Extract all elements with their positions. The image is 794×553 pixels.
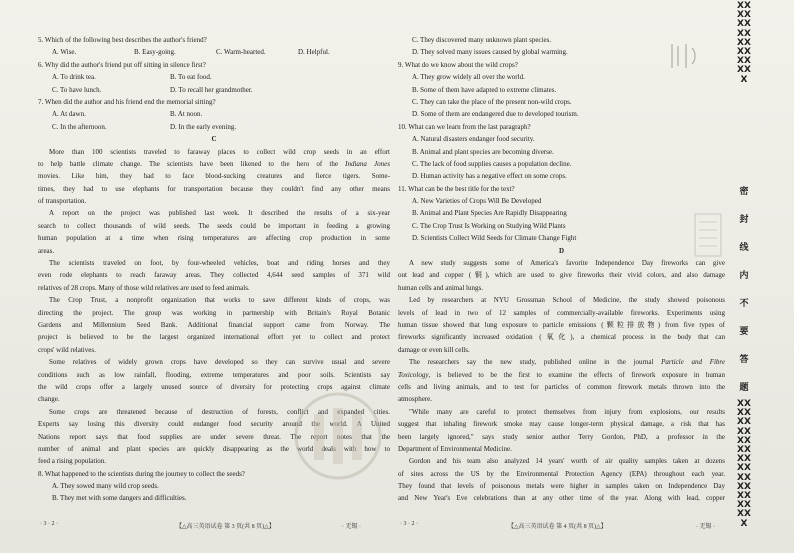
passage-c-p4-line: crops' wild relatives. (38, 345, 96, 354)
section-d-heading: D (558, 246, 565, 255)
seal-char-da: 答 (739, 355, 749, 365)
passage-c-p5-line: Some relatives of widely grown crops have developed so they can survive usual and severe (49, 358, 390, 367)
passage-c-p3-line: The scientists traveled on foot, by four-wheeled vehicles, boat and riding horses and they (49, 259, 390, 268)
passage-d-p3-line (398, 369, 725, 381)
passage-c-p6-line: number of animal and plant species are quickly disappearing as the world deals with how to (38, 444, 390, 453)
passage-d-p5-line: of sites across the US by the Environmental Protection Agency (EPA) throughout each year. (398, 469, 725, 478)
q9-option-a: A. They grow widely all over the world. (412, 73, 525, 82)
q6-option-d: D. To recall her grandmother. (170, 85, 253, 94)
strip-x-marks-top: XXXXXXXXXXXXXXXXX (737, 1, 751, 85)
passage-c-p2-line: human population at a time when rising temperatures are affecting crop production in some (38, 234, 390, 243)
passage-d-p3-line: atmosphere. (398, 395, 433, 404)
passage-d-p4-line: suggest that inhaling firework smoke may cause longer-term physical damage, a risk that has (398, 420, 725, 429)
passage-d-p4-line: "While many are careful to protect themselves from injury from explosions, our results (409, 407, 725, 416)
binding-margin-strip (733, 0, 755, 553)
q6-option-c: C. To have lunch. (52, 85, 102, 94)
page-3-corner-mark: · 3 · 2 · (40, 521, 58, 527)
passage-c-p1-text: to help battle climate change. The scientists have been likened to the hero of the (38, 159, 338, 168)
q10-option-a: A. Natural disasters endanger food security. (412, 135, 535, 144)
passage-d-p1-line: A new study suggests some of America's favorite Independence Day fireworks can give (409, 259, 725, 268)
q6-option-a: A. To drink tea. (52, 73, 96, 82)
passage-c-p5-line: conditions such as low rainfall, flooding, extreme temperatures and poor soils. Scientists say (38, 370, 390, 379)
seal-char-yao: 要 (739, 327, 749, 337)
passage-d-p3-line (398, 356, 725, 368)
passage-d-p5-line: Gordon and his team also analyzed 14 years' worth of air quality samples taken at dozens (409, 457, 725, 466)
passage-c-p1-line: More than 100 scientists traveled to faraway places to collect wild crop seeds in an effort (49, 147, 390, 156)
q5-option-a: A. Wise. (52, 48, 77, 57)
indiana-italic: Indiana Jones (345, 159, 390, 168)
q8-option-b: B. They met with some dangers and difficulties. (52, 494, 187, 503)
q8-option-d: D. They solved many issues caused by global warming. (412, 48, 568, 57)
strip-x-marks-bottom: XXXXXXXXXXXXXXXXXXXXXXXXXXX (737, 399, 751, 529)
passage-c-p5-line: change. (38, 395, 60, 404)
passage-c-p5-line: the wild crops offer a largely unused source of diversity for protecting crops against climate (38, 382, 390, 391)
passage-c-p2-line: A report on the project was published last week. It described the results of a six-year (49, 209, 390, 218)
question-7-options-row1 (38, 108, 390, 120)
handwritten-scribble (666, 40, 704, 72)
q7-option-b: B. At noon. (170, 110, 203, 119)
q11-option-c: C. The Crop Trust Is Working on Studying Wild Plants (412, 221, 566, 230)
q10-option-c: C. The lack of food supplies causes a population decline. (412, 159, 572, 168)
passage-c-p6-line: Experts say losing this diversity could endanger food security around the world. A United (38, 420, 390, 429)
q5-option-c: C. Warm-hearted. (216, 48, 266, 57)
passage-c-p1-line: movies. Like him, they had to face blood-sucking creatures and fierce tigers. Some- (38, 172, 390, 181)
q8-option-c: C. They discovered many unknown plant species. (412, 36, 552, 44)
q11-option-a: A. New Varieties of Crops Will Be Developed (412, 197, 542, 206)
page-4-footer-region: · 无锡 · (696, 524, 715, 530)
q7-option-a: A. At dawn. (52, 110, 86, 119)
question-6-options-row1 (38, 71, 390, 83)
seal-char-bu: 不 (739, 299, 749, 309)
passage-c-p1-line (38, 158, 390, 170)
q7-option-c: C. In the afternoon. (52, 122, 107, 131)
question-7-stem: 7. When did the author and his friend end the memorial sitting? (38, 97, 216, 106)
school-seal-watermark (292, 390, 384, 482)
passage-c-p4-line: directing the project. The group was working in partnership with Britain's Royal Botanic (38, 308, 390, 317)
q11-option-b: B. Animal and Plant Species Are Rapidly Disappearing (412, 209, 567, 218)
journal-name-italic: Particle and Fibre (661, 358, 725, 367)
passage-c-p6-line: Nations report says that food supplies are under severe threat. The report notes that the (38, 432, 390, 441)
q5-option-b: B. Easy-going. (134, 48, 176, 57)
passage-d-p1-line: human cells and animal lungs. (398, 283, 483, 292)
q6-option-b: B. To eat food. (170, 73, 212, 82)
question-9-stem: 9. What do we know about the wild crops? (398, 60, 518, 69)
margin-stamp (693, 212, 723, 258)
page-4-corner-mark: · 3 · 2 · (400, 521, 418, 527)
passage-d-p2-line: Led by researchers at NYU Grossman School of Medicine, the study showed poisonous (409, 296, 725, 305)
seal-char-nei: 内 (739, 271, 749, 281)
q10-option-b: B. Animal and plant species are becoming diverse. (412, 147, 554, 156)
question-7-options-row2 (38, 121, 390, 133)
q9-option-c: C. They can take the place of the present non-wild crops. (412, 97, 572, 106)
q11-option-d: D. Scientists Collect Wild Seeds for Climate Change Fight (412, 234, 577, 243)
passage-c-p3-line: even rode elephants to reach faraway areas. They collected 4,644 seed samples of 371 wild (38, 271, 390, 280)
page-3-footer-region: · 无锡 · (342, 524, 361, 530)
passage-c-p2-line: search to collect thousands of wild seeds. The seeds could be important in feeding a growing (38, 221, 390, 230)
passage-d-p1-line: out lead and copper (铜), which are used to give fireworks their vivid colors, and also damage (398, 271, 725, 280)
question-6-options-row2 (38, 84, 390, 96)
passage-c-p4-line: The Crop Trust, a nonprofit organization that works to save different kinds of crops, was (49, 296, 390, 305)
passage-d-p2-line: fireworks significantly increased oxidation (氧化), a chemical process in the body that can (398, 333, 725, 342)
passage-d-p3-line: cells and living animals, and to test for particles of common firework metals thrown into the (398, 382, 725, 391)
question-5-options (38, 46, 390, 58)
passage-c-p4-line: project is believed to be the largest organized international effort yet to collect and protect (38, 333, 390, 342)
passage-d-p3-text: The researchers say the new study, published online in the journal (409, 358, 654, 367)
passage-d-p4-line: been largely ignored," says study senior author Terry Gordon, PhD, a professor in the (398, 432, 725, 441)
question-5-stem: 5. Which of the following best describes the author's friend? (38, 36, 207, 44)
section-c-heading: C (211, 135, 217, 144)
passage-c-p6-line: feed a rising population. (38, 457, 107, 466)
right-page-column (398, 34, 725, 505)
passage-d-p3-text: , is believed to be the first to examine the effects of firework exposure in human (428, 370, 725, 379)
q5-option-d: D. Helpful. (298, 48, 330, 57)
journal-name-italic-cont: Toxicology (398, 370, 429, 379)
question-6-stem: 6. Why did the author's friend put off sitting in silence first? (38, 60, 206, 69)
q8-option-a: A. They sowed many wild crop seeds. (52, 482, 159, 491)
passage-d-p2-line: human tissue showed that lung exposure to particle emissions (颗粒排放物) from five types of (398, 320, 725, 329)
q9-option-b: B. Some of them have adapted to extreme climates. (412, 85, 557, 94)
seal-char-mi: 密 (739, 187, 749, 197)
passage-c-p2-line: areas. (38, 246, 55, 255)
seal-char-ti: 题 (739, 383, 749, 393)
passage-d-p2-line: damage or even kill cells. (398, 345, 470, 354)
passage-d-p5-line: They found that levels of poisonous metals were higher in samples taken on Independence Day (398, 482, 725, 491)
q9-option-d: D. Some of them are endangered due to developed tourism. (412, 110, 579, 119)
passage-c-p4-line: Gardens and Millennium Seed Bank. Additional financial support came from Norway. The (38, 320, 390, 329)
page-4-footer: 【△高三英语试卷 第 4 页(共 8 页)△】 (508, 524, 607, 530)
passage-c-p6-line: Some crops are threatened because of destruction of forests, conflict and expanded cities. (49, 407, 390, 416)
q10-option-d: D. Human activity has a negative effect on some crops. (412, 172, 567, 181)
question-8-stem: 8. What happened to the scientists during the journey to collect the seeds? (38, 469, 245, 478)
passage-d-p4-line: Department of Environmental Medicine. (398, 444, 512, 453)
passage-c-p1-line: times, they had to use elephants for transportation because they couldn't find any other means (38, 184, 390, 193)
passage-d-p2-line: levels of lead in two of 12 samples of commercially-available fireworks. Experiments using (398, 308, 725, 317)
passage-c-p1-line: of transportation. (38, 197, 87, 206)
page-3-footer: 【△高三英语试卷 第 3 页(共 8 页)△】 (176, 524, 275, 530)
question-10-stem: 10. What can we learn from the last paragraph? (398, 122, 531, 131)
question-11-stem: 11. What can be the best title for the text? (398, 184, 515, 193)
seal-char-xian: 线 (739, 243, 749, 253)
passage-c-p3-line: relatives of 28 crops. Many of those wild relatives are used to feed animals. (38, 283, 250, 292)
seal-char-feng: 封 (739, 215, 749, 225)
passage-d-p5-line: and New Year's Eve celebrations than at any other time of the year. Along with lead, copper (398, 494, 725, 503)
q7-option-d: D. In the early evening. (170, 122, 237, 131)
